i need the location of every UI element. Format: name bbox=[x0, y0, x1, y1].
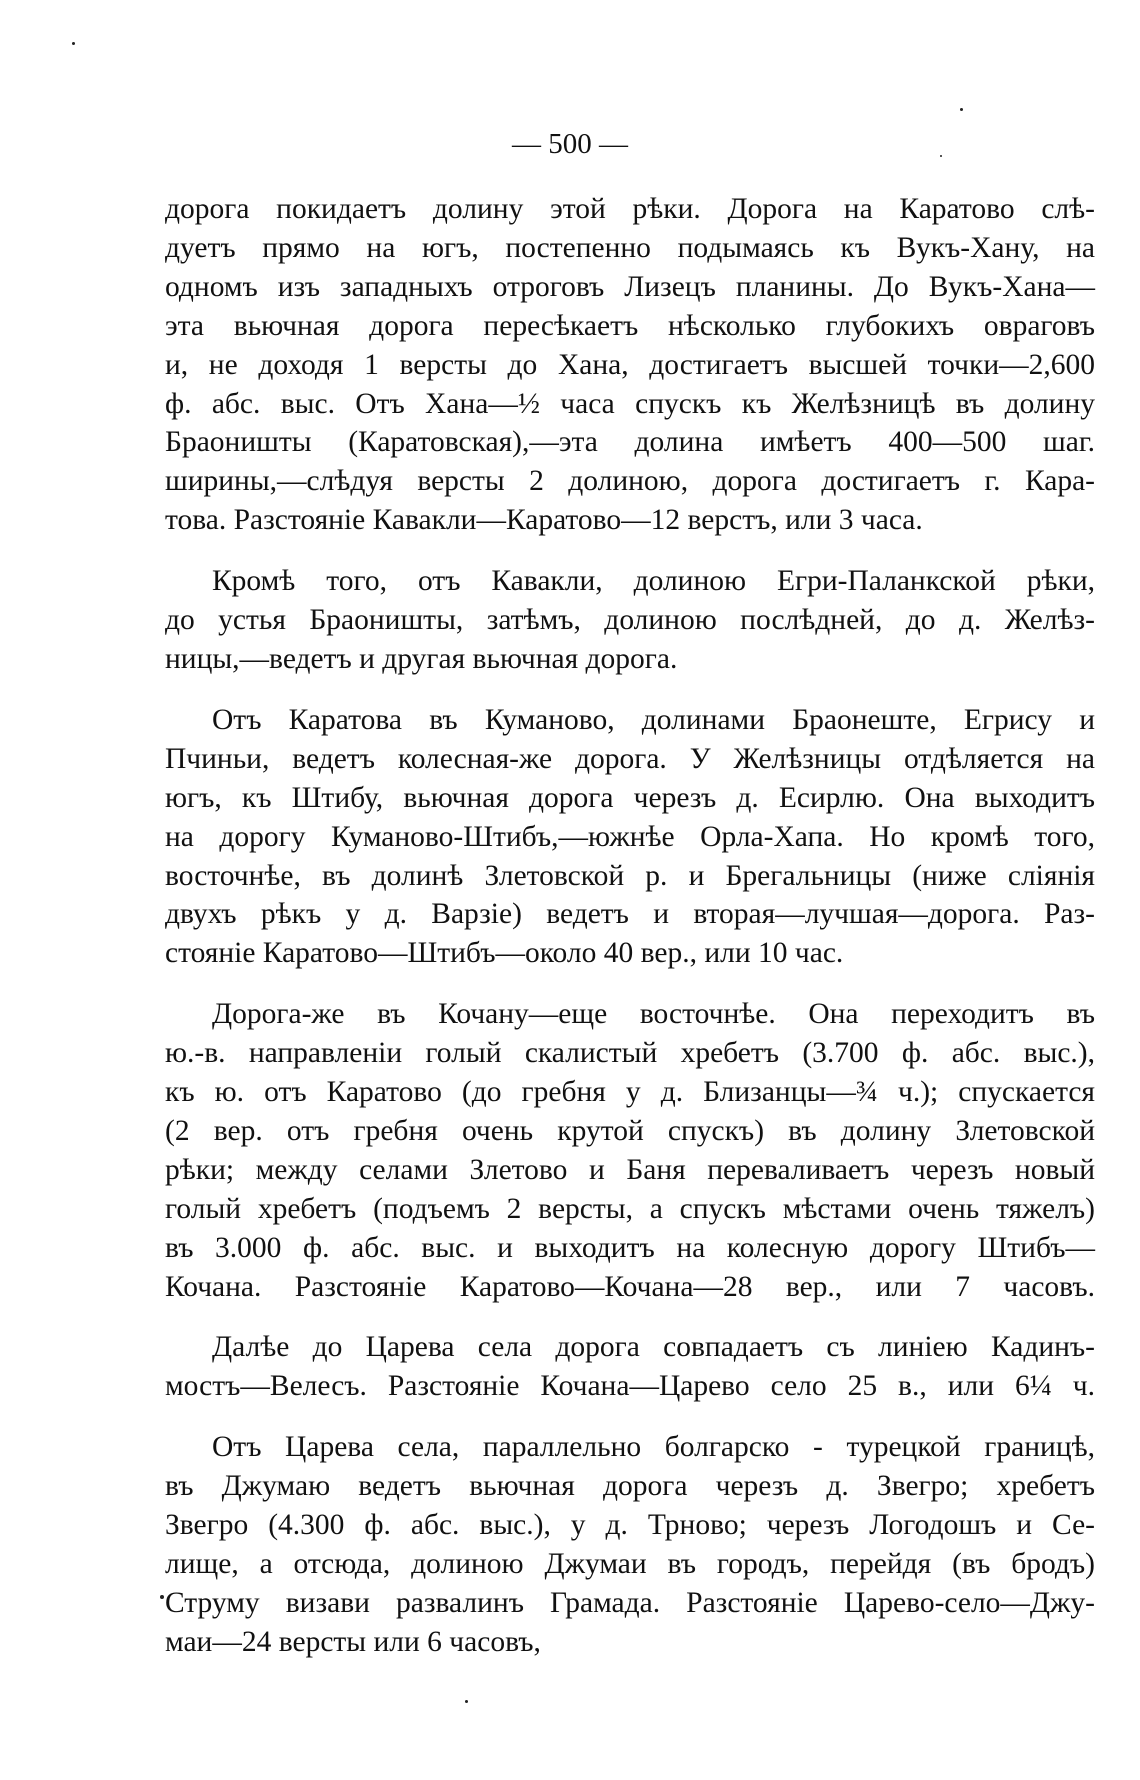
page-number: — 500 — bbox=[512, 128, 628, 160]
text-line: Струму визави развалинъ Грамада. Разстояніе Царево-село—Джу- bbox=[165, 1586, 1095, 1619]
paragraph-4 bbox=[165, 995, 1095, 1306]
scan-speck bbox=[160, 1595, 164, 1599]
scan-speck bbox=[940, 155, 942, 157]
text-line: Пчиньи, ведетъ колесная-же дорога. У Желѣзницы отдѣляется на bbox=[165, 742, 1095, 775]
text-line: Браоништы (Каратовская),—эта долина имѣетъ 400—500 шаг. bbox=[165, 426, 1095, 459]
text-body bbox=[165, 190, 1095, 1684]
text-line: Далѣе до Царева села дорога совпадаетъ съ линіею Кадинъ- bbox=[212, 1331, 1095, 1364]
paragraph-1 bbox=[165, 190, 1095, 540]
paragraph-5 bbox=[165, 1328, 1095, 1406]
scan-speck bbox=[960, 108, 963, 111]
text-line: Кочана. Разстояніе Каратово—Кочана—28 вер., или 7 часовъ. bbox=[165, 1270, 1095, 1303]
text-line: лище, а отсюда, долиною Джумаи въ городъ, перейдя (въ бродъ) bbox=[165, 1548, 1095, 1580]
text-line: одномъ изъ западныхъ отроговъ Лизецъ планины. До Вукъ-Хана— bbox=[165, 270, 1095, 303]
text-line: ю.-в. направленіи голый скалистый хребетъ (3.700 ф. абс. выс.), bbox=[165, 1037, 1095, 1070]
text-line: голый хребетъ (подъемъ 2 версты, а спускъ мѣстами очень тяжелъ) bbox=[165, 1192, 1095, 1225]
text-line: и, не доходя 1 версты до Хана, достигаетъ высшей точки—2,600 bbox=[165, 348, 1095, 381]
text-line: въ Джумаю ведетъ вьючная дорога черезъ д. Звегро; хребетъ bbox=[165, 1470, 1095, 1503]
text-line: ширины,—слѣдуя версты 2 долиною, дорога достигаетъ г. Кара- bbox=[165, 465, 1095, 498]
text-line: Отъ Каратова въ Куманово, долинами Браонеште, Егрису и bbox=[212, 703, 1095, 736]
text-line: двухъ рѣкъ у д. Варзіе) ведетъ и вторая—лучшая—дорога. Раз- bbox=[165, 898, 1095, 931]
text-line: маи—24 версты или 6 часовъ, bbox=[165, 1625, 541, 1658]
text-line: къ ю. отъ Каратово (до гребня у д. Близанцы—¾ ч.); спускается bbox=[165, 1076, 1095, 1109]
text-line: эта вьючная дорога пересѣкаетъ нѣсколько глубокихъ овраговъ bbox=[165, 309, 1095, 342]
scan-speck bbox=[72, 42, 75, 45]
text-line: ф. абс. выс. Отъ Хана—½ часа спускъ къ Желѣзницѣ въ долину bbox=[165, 387, 1095, 420]
scan-speck bbox=[465, 1700, 468, 1703]
text-line: Звегро (4.300 ф. абс. выс.), у д. Трново; черезъ Логодошъ и Се- bbox=[165, 1509, 1095, 1542]
paragraph-2 bbox=[165, 562, 1095, 679]
paragraph-3 bbox=[165, 701, 1095, 973]
text-line: Отъ Царева села, параллельно болгарско - турецкой границѣ, bbox=[212, 1431, 1095, 1464]
text-line: восточнѣе, въ долинѣ Злетовской р. и Брегальницы (ниже сліянія bbox=[165, 859, 1095, 892]
text-line: дуетъ прямо на югъ, постепенно подымаясь къ Вукъ-Хану, на bbox=[165, 231, 1095, 264]
text-line: мостъ—Велесъ. Разстояніе Кочана—Царево село 25 в., или 6¼ ч. bbox=[165, 1370, 1095, 1403]
text-line: югъ, къ Штибу, вьючная дорога черезъ д. Есирлю. Она выходитъ bbox=[165, 781, 1095, 814]
text-line: рѣки; между селами Злетово и Баня переваливаетъ черезъ новый bbox=[165, 1153, 1095, 1186]
text-line: до устья Браоништы, затѣмъ, долиною послѣдней, до д. Желѣз- bbox=[165, 604, 1095, 637]
text-line: стояніе Каратово—Штибъ—около 40 вер., или 10 час. bbox=[165, 937, 844, 970]
text-line: на дорогу Куманово-Штибъ,—южнѣе Орла-Хапа. Но кромѣ того, bbox=[165, 820, 1095, 853]
text-line: Дорога-же въ Кочану—еще восточнѣе. Она переходитъ въ bbox=[212, 998, 1095, 1031]
text-line: (2 вер. отъ гребня очень крутой спускъ) въ долину Злетовской bbox=[165, 1114, 1095, 1147]
text-line: ницы,—ведетъ и другая вьючная дорога. bbox=[165, 642, 678, 675]
text-line: дорога покидаетъ долину этой рѣки. Дорога на Каратово слѣ- bbox=[165, 193, 1095, 225]
text-line: това. Разстояніе Кавакли—Каратово—12 верстъ, или 3 часа. bbox=[165, 504, 923, 537]
paragraph-6 bbox=[165, 1428, 1095, 1661]
text-line: Кромѣ того, отъ Кавакли, долиною Егри-Паланкской рѣки, bbox=[212, 565, 1095, 598]
text-line: въ 3.000 ф. абс. выс. и выходитъ на колесную дорогу Штибъ— bbox=[165, 1231, 1095, 1264]
